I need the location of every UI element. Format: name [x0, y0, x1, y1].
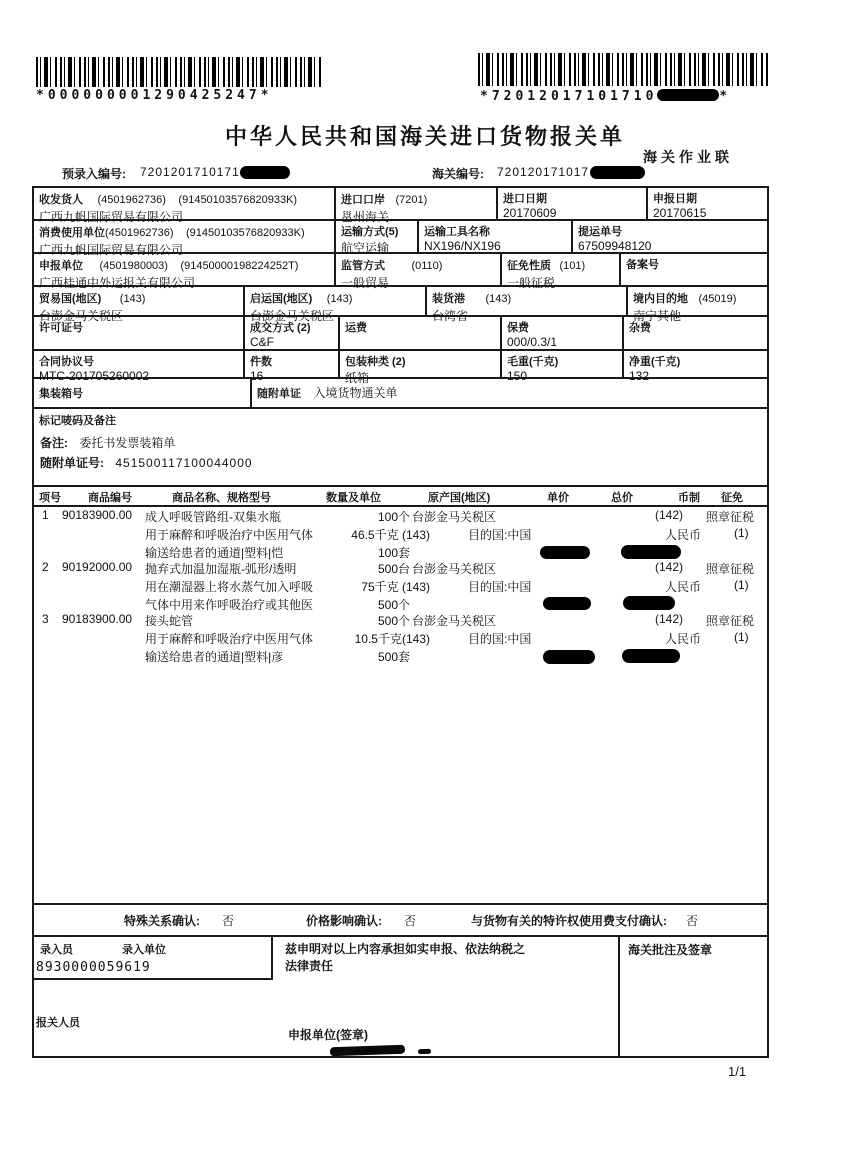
declare-unit-seal-label: 申报单位(签章) [288, 1028, 368, 1042]
item-name-line1: 抛弃式加温加湿瓶-弧形/透明 [145, 562, 297, 576]
attached-doc-no-label: 随附单证号: [40, 456, 104, 470]
transaction-mode-label: 成交方式 (2) [250, 322, 311, 334]
supervision-mode-value: 一般贸易 [341, 276, 390, 290]
record-no-label: 备案号 [626, 259, 659, 271]
departure-country-label: 启运国(地区) [250, 293, 313, 305]
item-levy-mode: 照章征税 [706, 614, 755, 628]
insurance-value: 000/0.3/1 [507, 335, 558, 349]
consumer-unit-code1: (4501962736) [105, 227, 174, 239]
item-hs-code: 90183900.00 [62, 508, 133, 522]
barcode-right-text [480, 87, 731, 105]
field-transaction-mode [245, 317, 340, 349]
declarant-label: 报关人员 [36, 1017, 80, 1029]
item-destination: 目的国:中国 [468, 580, 532, 594]
field-freight [340, 317, 502, 349]
customs-number: 720120171017 [497, 165, 590, 179]
trade-country-code: (143) [119, 293, 146, 305]
royalty-confirm-label: 与货物有关的特许权使用费支付确认: [471, 914, 667, 928]
declaration-statement-line2: 法律责任 [285, 959, 334, 973]
net-weight-label: 净重(千克) [629, 356, 681, 368]
customs-note-label: 海关批注及签章 [628, 943, 713, 957]
declare-date-value: 20170615 [653, 206, 707, 220]
supervision-mode-label: 监管方式 [341, 260, 385, 272]
item-levy-code: (1) [734, 526, 749, 540]
field-record-no [621, 254, 767, 285]
field-misc-fees [624, 317, 767, 349]
field-import-port [336, 188, 498, 224]
item-destination: 目的国:中国 [468, 528, 532, 542]
consumer-unit-code2: (91450103576820933K) [185, 227, 305, 239]
item-origin: 台澎金马关税区 [412, 614, 497, 628]
field-trade-country [34, 287, 245, 323]
consumer-unit-label: 消费使用单位 [39, 227, 105, 239]
stamp-smudge [418, 1049, 431, 1054]
footer-divider-left [271, 935, 273, 980]
item-levy-code: (1) [734, 578, 749, 592]
packages-value: 16 [250, 369, 264, 383]
copy-label: 海关作业联 [643, 149, 733, 165]
destination-code: (45019) [698, 293, 737, 305]
consignee-code1: (4501962736) [97, 194, 166, 206]
field-contract-no [34, 351, 245, 383]
contract-no-value: MTC·201705260002 [39, 369, 150, 383]
col-header-item-no: 项号 [39, 492, 61, 504]
price-influence-value: 否 [404, 914, 417, 928]
item-name-line3: 气体中用来作呼吸治疗或其他医 [145, 598, 314, 612]
redaction-blob [657, 89, 719, 101]
field-transport-name [419, 221, 573, 252]
item-qty-line1: 500台 [377, 562, 410, 576]
note-value: 委托书发票装箱单 [79, 436, 176, 450]
declare-unit-label: 申报单位 [39, 260, 83, 272]
pre-entry-number: 7201201710171 [140, 165, 240, 179]
trade-country-value: 台澎金马关税区 [39, 309, 124, 323]
redaction-blob [240, 166, 290, 179]
insurance-label: 保费 [507, 322, 529, 334]
transport-name-value: NX196/NX196 [424, 239, 501, 253]
field-bill-no [573, 221, 767, 252]
item-name-line2: 用在潮湿器上将水蒸气加入呼吸 [145, 580, 314, 594]
item-name-line3: 输送给患者的通道|塑料|恺 [145, 546, 284, 560]
bill-no-label: 提运单号 [578, 226, 622, 238]
item-qty-line3: 500套 [377, 650, 410, 664]
consignee-code2: (91450103576820933K) [178, 194, 298, 206]
import-date-value: 20170609 [503, 206, 557, 220]
loading-port-label: 装货港 [432, 293, 465, 305]
marks-notes-label: 标记唛码及备注 [39, 415, 116, 427]
destination-label: 境内目的地 [633, 293, 688, 305]
field-packages [245, 351, 340, 383]
attached-doc-no-value: 451500117100044000 [115, 456, 253, 470]
transaction-mode-value: C&F [250, 335, 274, 349]
field-declare-date [648, 188, 767, 219]
col-header-origin: 原产国(地区) [428, 492, 491, 504]
field-declare-unit [34, 254, 336, 290]
item-qty-line2: 46.5千克 (143) [351, 528, 430, 542]
declare-unit-code1: (4501980003) [99, 260, 168, 272]
redaction-blob-unit-price [543, 650, 595, 664]
entry-number: 8930000059619 [36, 960, 151, 975]
price-influence-label: 价格影响确认: [306, 914, 382, 928]
gross-weight-label: 毛重(千克) [507, 356, 559, 368]
pre-entry-label: 预录入编号: [62, 167, 126, 181]
item-no: 1 [42, 508, 49, 522]
special-relation-label: 特殊关系确认: [124, 914, 200, 928]
consignee-label: 收发货人 [39, 194, 83, 206]
item-qty-line2: 10.5千克(143) [354, 632, 430, 646]
container-no-label: 集装箱号 [39, 388, 83, 400]
item-destination: 目的国:中国 [468, 632, 532, 646]
consignee-value: 广西九帆国际贸易有限公司 [39, 210, 184, 224]
item-name-line3: 输送给患者的通道|塑料|彦 [145, 650, 284, 664]
consumer-unit-value: 广西九帆国际贸易有限公司 [39, 243, 184, 257]
levy-nature-code: (101) [559, 260, 586, 272]
barcode-right-prefix: *72012017101710 [480, 89, 658, 104]
items-header-divider [34, 505, 767, 507]
field-package-type [340, 351, 502, 385]
departure-country-code: (143) [326, 293, 353, 305]
header-table [32, 186, 769, 409]
col-header-total-price: 总价 [611, 492, 633, 504]
loading-port-code: (143) [485, 293, 512, 305]
field-consumer-unit [34, 221, 336, 257]
item-levy-code: (1) [734, 630, 749, 644]
item-name-line1: 成人呼吸管路组-双集水瓶 [145, 510, 281, 524]
license-no-label: 许可证号 [39, 322, 83, 334]
field-loading-port [427, 287, 628, 323]
row-consumer-unit [34, 221, 767, 257]
item-name-line2: 用于麻醉和呼吸治疗中医用气体 [145, 528, 314, 542]
item-levy-mode: 照章征税 [706, 562, 755, 576]
entry-clerk-label: 录入员 [40, 944, 73, 956]
item-name-line1: 接头蛇管 [145, 614, 194, 628]
footer-divider-right [618, 935, 620, 1058]
item-currency-code: (142) [655, 508, 684, 522]
declare-unit-code2: (91450000198224252T) [180, 260, 299, 272]
field-consignee [34, 188, 336, 224]
item-qty-line1: 500个 [377, 614, 410, 628]
row-declare-unit [34, 254, 767, 290]
field-gross-weight [502, 351, 624, 383]
declare-date-label: 申报日期 [653, 193, 697, 205]
field-departure-country [245, 287, 427, 323]
levy-nature-label: 征免性质 [507, 260, 551, 272]
redaction-blob [590, 166, 645, 179]
col-header-currency: 币制 [678, 492, 700, 504]
packages-label: 件数 [250, 356, 272, 368]
customs-no-label: 海关编号: [432, 167, 484, 181]
item-currency-code: (142) [655, 612, 684, 626]
departure-country-value: 台澎金马关税区 [250, 309, 335, 323]
redaction-blob-total-price [621, 545, 681, 559]
item-currency: 人民币 [665, 528, 702, 542]
item-hs-code: 90192000.00 [62, 560, 133, 574]
royalty-confirm-value: 否 [686, 914, 699, 928]
redaction-blob-total-price [623, 596, 675, 610]
row-contract [34, 351, 767, 385]
row-countries [34, 287, 767, 323]
field-license-no [34, 317, 245, 349]
barcode-right-suffix: * [719, 89, 732, 104]
field-destination [628, 287, 767, 323]
freight-label: 运费 [345, 322, 367, 334]
field-levy-nature [502, 254, 621, 290]
declaration-statement-line1: 兹申明对以上内容承担如实申报、依法纳税之 [285, 942, 526, 956]
redaction-blob-unit-price [543, 597, 591, 610]
col-header-name-spec: 商品名称、规格型号 [172, 492, 271, 504]
col-header-qty-unit: 数量及单位 [326, 492, 381, 504]
item-origin: 台澎金马关税区 [412, 510, 497, 524]
item-levy-mode: 照章征税 [706, 510, 755, 524]
col-header-hs-code: 商品编号 [88, 492, 132, 504]
declare-unit-value: 广西桂通中外运报关有限公司 [39, 276, 196, 290]
col-header-unit-price: 单价 [547, 492, 569, 504]
gross-weight-value: 150 [507, 369, 528, 383]
levy-nature-value: 一般征税 [507, 276, 556, 290]
item-currency-code: (142) [655, 560, 684, 574]
special-relation-value: 否 [222, 914, 235, 928]
item-currency: 人民币 [665, 580, 702, 594]
redaction-blob-total-price [622, 649, 680, 663]
bill-no-value: 67509948120 [578, 239, 652, 253]
item-qty-line2: 75千克 (143) [361, 580, 430, 594]
item-qty-line1: 100个 [377, 510, 410, 524]
import-port-code: (7201) [395, 194, 428, 206]
field-transport-mode [336, 221, 419, 255]
note-label: 备注: [40, 436, 68, 450]
barcode-right [478, 53, 770, 86]
entry-box-bottom-line [32, 978, 273, 980]
supervision-mode-code: (0110) [411, 260, 443, 272]
document-title: 中华人民共和国海关进口货物报关单 [224, 124, 625, 149]
trade-country-label: 贸易国(地区) [39, 293, 102, 305]
col-header-levy: 征免 [721, 492, 743, 504]
transport-mode-value: 航空运输 [341, 241, 390, 255]
import-port-label: 进口口岸 [341, 194, 385, 206]
barcode-left [36, 57, 323, 87]
field-supervision-mode [336, 254, 502, 290]
barcode-left-text: *000000001290425247* [36, 88, 273, 103]
import-date-label: 进口日期 [503, 193, 547, 205]
misc-fees-label: 杂费 [629, 322, 651, 334]
attached-docs-label: 随附单证 [257, 388, 301, 400]
row-transaction [34, 317, 767, 351]
item-name-line2: 用于麻醉和呼吸治疗中医用气体 [145, 632, 314, 646]
entry-unit-label: 录入单位 [122, 944, 166, 956]
loading-port-value: 台湾省 [432, 309, 469, 323]
field-import-date [498, 188, 648, 219]
import-port-value: 邕州海关 [341, 210, 390, 224]
row-consignee [34, 188, 767, 224]
net-weight-value: 132 [629, 369, 650, 383]
item-hs-code: 90183900.00 [62, 612, 133, 626]
item-no: 3 [42, 612, 49, 626]
marks-notes-box [32, 407, 769, 487]
item-qty-line3: 100套 [377, 546, 410, 560]
item-qty-line3: 500个 [377, 598, 410, 612]
item-no: 2 [42, 560, 49, 574]
transport-mode-label: 运输方式(5) [341, 226, 399, 238]
item-origin: 台澎金马关税区 [412, 562, 497, 576]
contract-no-label: 合同协议号 [39, 356, 94, 368]
field-insurance [502, 317, 624, 349]
package-type-value: 纸箱 [345, 371, 370, 385]
page-number: 1/1 [728, 1064, 747, 1079]
field-net-weight [624, 351, 767, 383]
destination-value: 南宁其他 [633, 309, 682, 323]
transport-name-label: 运输工具名称 [424, 226, 490, 238]
attached-docs-value: 入境货物通关单 [313, 386, 398, 400]
redaction-blob-unit-price [540, 546, 590, 559]
item-currency: 人民币 [665, 632, 702, 646]
package-type-label: 包装种类 (2) [345, 356, 406, 368]
